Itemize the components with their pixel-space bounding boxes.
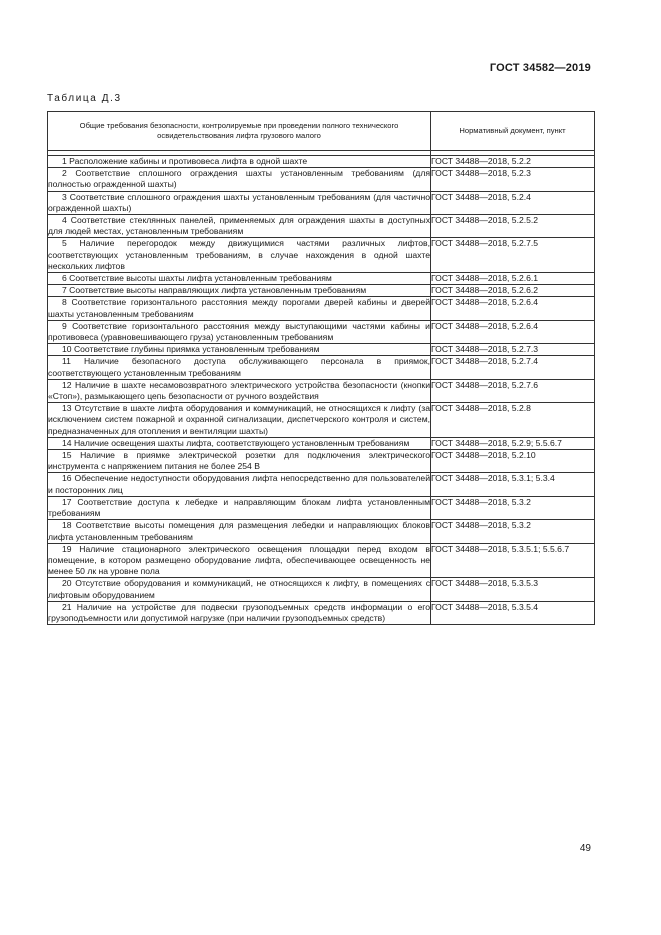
table-row	[48, 344, 595, 356]
requirement-cell: 17 Соответствие доступа к лебедке и направляющим блокам лифта установленным требованиям	[48, 496, 430, 519]
requirement-cell: 19 Наличие стационарного электрического освещения площадки перед входом в помещение, в котором размещено оборудование лифта, обеспечивающее освещенность не менее 50 лк на уровне пола	[48, 543, 430, 577]
table-row	[48, 379, 595, 402]
requirements-table	[47, 111, 595, 625]
table-row	[48, 238, 595, 273]
requirement-cell: 8 Соответствие горизонтального расстояния между порогами дверей кабины и дверей шахты установленным требованиям	[48, 297, 430, 319]
document-cell: ГОСТ 34488—2018, 5.2.7.4	[431, 356, 595, 379]
requirement-cell: 7 Соответствие высоты направляющих лифта установленным требованиям	[48, 285, 431, 297]
table-row	[48, 520, 595, 543]
table-row	[48, 578, 595, 601]
document-cell: ГОСТ 34488—2018, 5.3.2	[431, 496, 595, 519]
table-row	[48, 450, 595, 473]
document-cell: ГОСТ 34488—2018, 5.2.6.1	[431, 273, 595, 285]
requirement-cell: 18 Соответствие высоты помещения для размещения лебедки и направляющих блоков лифта установленным требованиям	[48, 520, 430, 542]
requirement-cell: 21 Наличие на устройстве для подвески грузоподъемных средств информации о его грузоподъемности или допустимой нагрузке (при наличии грузоподъемных средств)	[48, 601, 430, 623]
requirement-cell: 2 Соответствие сплошного ограждения шахты установленным требованиям (для полностью огражденной шахты)	[48, 168, 430, 190]
document-cell: ГОСТ 34488—2018, 5.3.5.1; 5.5.6.7	[431, 543, 595, 578]
table-row	[48, 437, 595, 449]
requirement-cell: 20 Отсутствие оборудования и коммуникаций, не относящихся к лифту, в помещениях с лифтовым оборудованием	[48, 578, 430, 600]
table-row	[48, 473, 595, 496]
table-row	[48, 156, 595, 168]
table-row	[48, 543, 595, 578]
document-cell: ГОСТ 34488—2018, 5.2.5.2	[431, 215, 595, 238]
document-cell: ГОСТ 34488—2018, 5.2.6.4	[431, 297, 595, 320]
requirement-cell: 12 Наличие в шахте несамовозвратного электрического устройства безопасности (кнопки «Стоп»), размыкающего цепь безопасности от ручного воздействия	[48, 379, 430, 402]
requirement-cell: 16 Обеспечение недоступности оборудования лифта непосредственно для пользователей и посторонних лиц	[48, 473, 430, 495]
document-cell: ГОСТ 34488—2018, 5.2.6.2	[431, 285, 595, 297]
column-header-document: Нормативный документ, пункт	[431, 112, 595, 151]
table-row	[48, 285, 595, 297]
table-row	[48, 320, 595, 343]
table-row	[48, 273, 595, 285]
document-cell: ГОСТ 34488—2018, 5.3.1; 5.3.4	[431, 473, 595, 496]
document-cell: ГОСТ 34488—2018, 5.2.7.6	[431, 379, 595, 402]
document-cell: ГОСТ 34488—2018, 5.2.9; 5.5.6.7	[431, 437, 595, 449]
document-cell: ГОСТ 34488—2018, 5.3.5.3	[431, 578, 595, 601]
document-cell: ГОСТ 34488—2018, 5.3.5.4	[431, 601, 595, 624]
requirement-cell: 10 Соответствие глубины приямка установленным требованиям	[48, 344, 431, 356]
requirement-cell: 4 Соответствие стеклянных панелей, применяемых для ограждения шахты в доступных для людей местах, установленным требованиям	[48, 215, 430, 237]
column-header-requirement: Общие требования безопасности, контролируемые при проведении полного технического освидетельствования лифта грузового малого	[48, 112, 431, 151]
table-row	[48, 215, 595, 238]
document-cell: ГОСТ 34488—2018, 5.3.2	[431, 520, 595, 543]
table-row	[48, 168, 595, 191]
requirement-cell: 6 Соответствие высоты шахты лифта установленным требованиям	[48, 273, 431, 285]
table-row	[48, 356, 595, 379]
requirement-cell: 1 Расположение кабины и противовеса лифта в одной шахте	[48, 156, 431, 168]
document-cell: ГОСТ 34488—2018, 5.2.8	[431, 403, 595, 438]
requirement-cell: 5 Наличие перегородок между движущимися частями различных лифтов, соответствующих установленным требованиям, в случае нахождения в одной шахте нескольких лифтов	[48, 238, 430, 271]
table-row	[48, 496, 595, 519]
requirement-cell: 3 Соответствие сплошного ограждения шахты установленным требованиям (для частично огражденной шахты)	[48, 191, 430, 213]
requirement-cell: 15 Наличие в приямке электрической розетки для подключения электрического инструмента с напряжением питания не более 254 В	[48, 450, 430, 472]
page-number: 49	[579, 843, 591, 854]
document-cell: ГОСТ 34488—2018, 5.2.3	[431, 168, 595, 191]
document-cell: ГОСТ 34488—2018, 5.2.7.3	[431, 344, 595, 356]
requirement-cell: 9 Соответствие горизонтального расстояния между выступающими частями кабины и противовеса (уравновешивающего груза) установленным требованиям	[48, 320, 430, 343]
standard-designation: ГОСТ 34582—2019	[489, 62, 591, 74]
requirement-cell: 14 Наличие освещения шахты лифта, соответствующего установленным требованиям	[48, 437, 431, 449]
document-cell: ГОСТ 34488—2018, 5.2.2	[431, 156, 595, 168]
document-cell: ГОСТ 34488—2018, 5.2.4	[431, 191, 595, 214]
document-cell: ГОСТ 34488—2018, 5.2.10	[431, 450, 595, 473]
requirement-cell: 11 Наличие безопасного доступа обслуживающего персонала в приямок, соответствующего установленным требованиям	[48, 356, 430, 378]
table-row	[48, 601, 595, 624]
requirement-cell: 13 Отсутствие в шахте лифта оборудования и коммуникаций, не относящихся к лифту (за исключением систем пожарной и охранной сигнализации, диспетчерского контроля и систем, предназначенных для отопления и вентиляции шахты)	[48, 403, 430, 436]
table-row	[48, 297, 595, 320]
document-cell: ГОСТ 34488—2018, 5.2.6.4	[431, 320, 595, 343]
table-row	[48, 403, 595, 438]
document-cell: ГОСТ 34488—2018, 5.2.7.5	[431, 238, 595, 273]
table-caption: Таблица Д.3	[47, 93, 122, 104]
table-header-row	[48, 112, 595, 151]
table-body	[48, 151, 595, 625]
table-row	[48, 191, 595, 214]
